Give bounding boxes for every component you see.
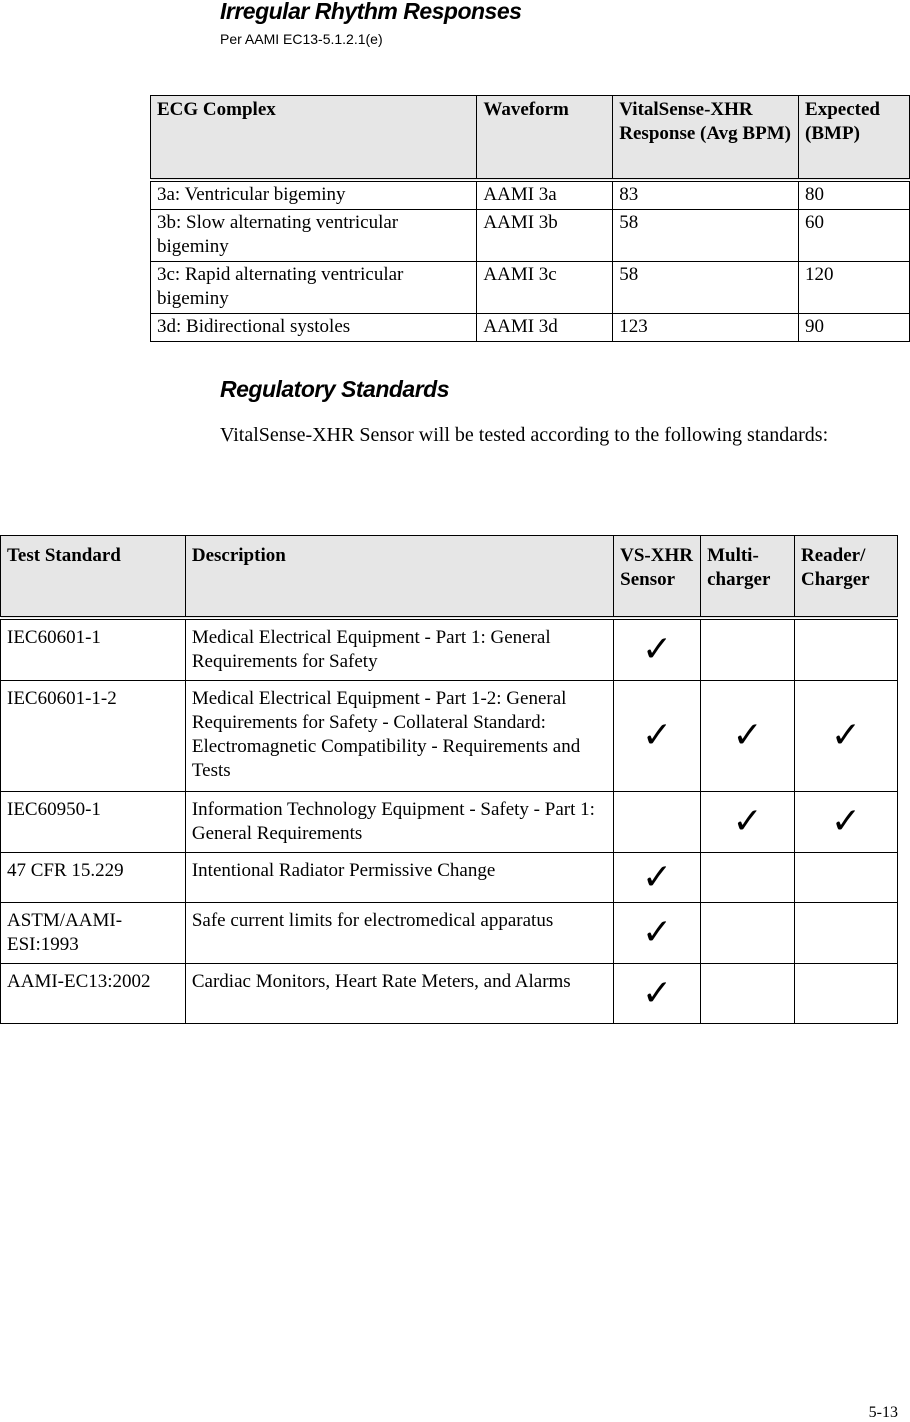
- header-expected: Expected (BMP): [799, 96, 910, 181]
- standard-cell: ASTM/AAMI-ESI:1993: [1, 903, 186, 964]
- page-number: 5-13: [868, 1404, 898, 1421]
- table-row: [1, 681, 898, 792]
- regulatory-standards-table: [0, 535, 898, 1024]
- expected-cell: 120: [799, 262, 910, 314]
- check-icon: ✓: [614, 681, 701, 792]
- standard-cell: IEC60601-1: [1, 618, 186, 681]
- ecg-complex-cell: 3b: Slow alternating ventricular bigeminy: [151, 210, 477, 262]
- check-icon: [701, 964, 795, 1024]
- check-icon: [795, 853, 898, 903]
- irregular-rhythm-title: Irregular Rhythm Responses: [220, 0, 522, 24]
- header-waveform: Waveform: [477, 96, 613, 181]
- table-row: [151, 262, 910, 314]
- waveform-cell: AAMI 3c: [477, 262, 613, 314]
- description-cell: Medical Electrical Equipment - Part 1: General Requirements for Safety: [185, 618, 613, 681]
- check-icon: [795, 618, 898, 681]
- response-cell: 83: [613, 180, 799, 210]
- response-cell: 58: [613, 210, 799, 262]
- irregular-rhythm-table: [150, 95, 910, 342]
- check-icon: [701, 853, 795, 903]
- check-icon: [795, 903, 898, 964]
- header-vs-xhr-sensor: VS-XHR Sensor: [614, 536, 701, 619]
- ecg-complex-cell: 3c: Rapid alternating ventricular bigeminy: [151, 262, 477, 314]
- check-icon: [614, 792, 701, 853]
- waveform-cell: AAMI 3b: [477, 210, 613, 262]
- check-icon: ✓: [614, 903, 701, 964]
- header-ecg-complex: ECG Complex: [151, 96, 477, 181]
- ecg-complex-cell: 3d: Bidirectional systoles: [151, 314, 477, 342]
- waveform-cell: AAMI 3d: [477, 314, 613, 342]
- check-icon: ✓: [614, 618, 701, 681]
- table-row: [151, 210, 910, 262]
- regulatory-standards-title: Regulatory Standards: [220, 376, 449, 402]
- description-cell: Safe current limits for electromedical apparatus: [185, 903, 613, 964]
- check-icon: ✓: [795, 792, 898, 853]
- check-icon: ✓: [795, 681, 898, 792]
- check-icon: [701, 618, 795, 681]
- description-cell: Intentional Radiator Permissive Change: [185, 853, 613, 903]
- check-icon: [701, 903, 795, 964]
- check-icon: ✓: [614, 853, 701, 903]
- table-row: [1, 964, 898, 1024]
- table-row: [1, 618, 898, 681]
- description-cell: Cardiac Monitors, Heart Rate Meters, and Alarms: [185, 964, 613, 1024]
- table-header-row: [1, 536, 898, 619]
- expected-cell: 60: [799, 210, 910, 262]
- standard-cell: IEC60601-1-2: [1, 681, 186, 792]
- expected-cell: 80: [799, 180, 910, 210]
- ecg-complex-cell: 3a: Ventricular bigeminy: [151, 180, 477, 210]
- response-cell: 58: [613, 262, 799, 314]
- table-row: [1, 792, 898, 853]
- expected-cell: 90: [799, 314, 910, 342]
- table-row: [151, 180, 910, 210]
- header-xhr-response: VitalSense-XHR Response (Avg BPM): [613, 96, 799, 181]
- standard-cell: IEC60950-1: [1, 792, 186, 853]
- description-cell: Information Technology Equipment - Safety - Part 1: General Requirements: [185, 792, 613, 853]
- waveform-cell: AAMI 3a: [477, 180, 613, 210]
- table-row: [1, 853, 898, 903]
- standard-cell: 47 CFR 15.229: [1, 853, 186, 903]
- check-icon: [795, 964, 898, 1024]
- check-icon: ✓: [701, 792, 795, 853]
- check-icon: ✓: [614, 964, 701, 1024]
- table-row: [1, 903, 898, 964]
- table-header-row: [151, 96, 910, 181]
- header-multi-charger: Multi-charger: [701, 536, 795, 619]
- standard-cell: AAMI-EC13:2002: [1, 964, 186, 1024]
- irregular-rhythm-subtitle: Per AAMI EC13-5.1.2.1(e): [220, 31, 383, 47]
- regulatory-intro-text: VitalSense-XHR Sensor will be tested according to the following standards:: [220, 424, 829, 446]
- header-test-standard: Test Standard: [1, 536, 186, 619]
- check-icon: ✓: [701, 681, 795, 792]
- header-description: Description: [185, 536, 613, 619]
- table-row: [151, 314, 910, 342]
- description-cell: Medical Electrical Equipment - Part 1-2: General Requirements for Safety - Collateral Standard: Electromagnetic Compatibility - Requirements and Tests: [185, 681, 613, 792]
- response-cell: 123: [613, 314, 799, 342]
- header-reader-charger: Reader/ Charger: [795, 536, 898, 619]
